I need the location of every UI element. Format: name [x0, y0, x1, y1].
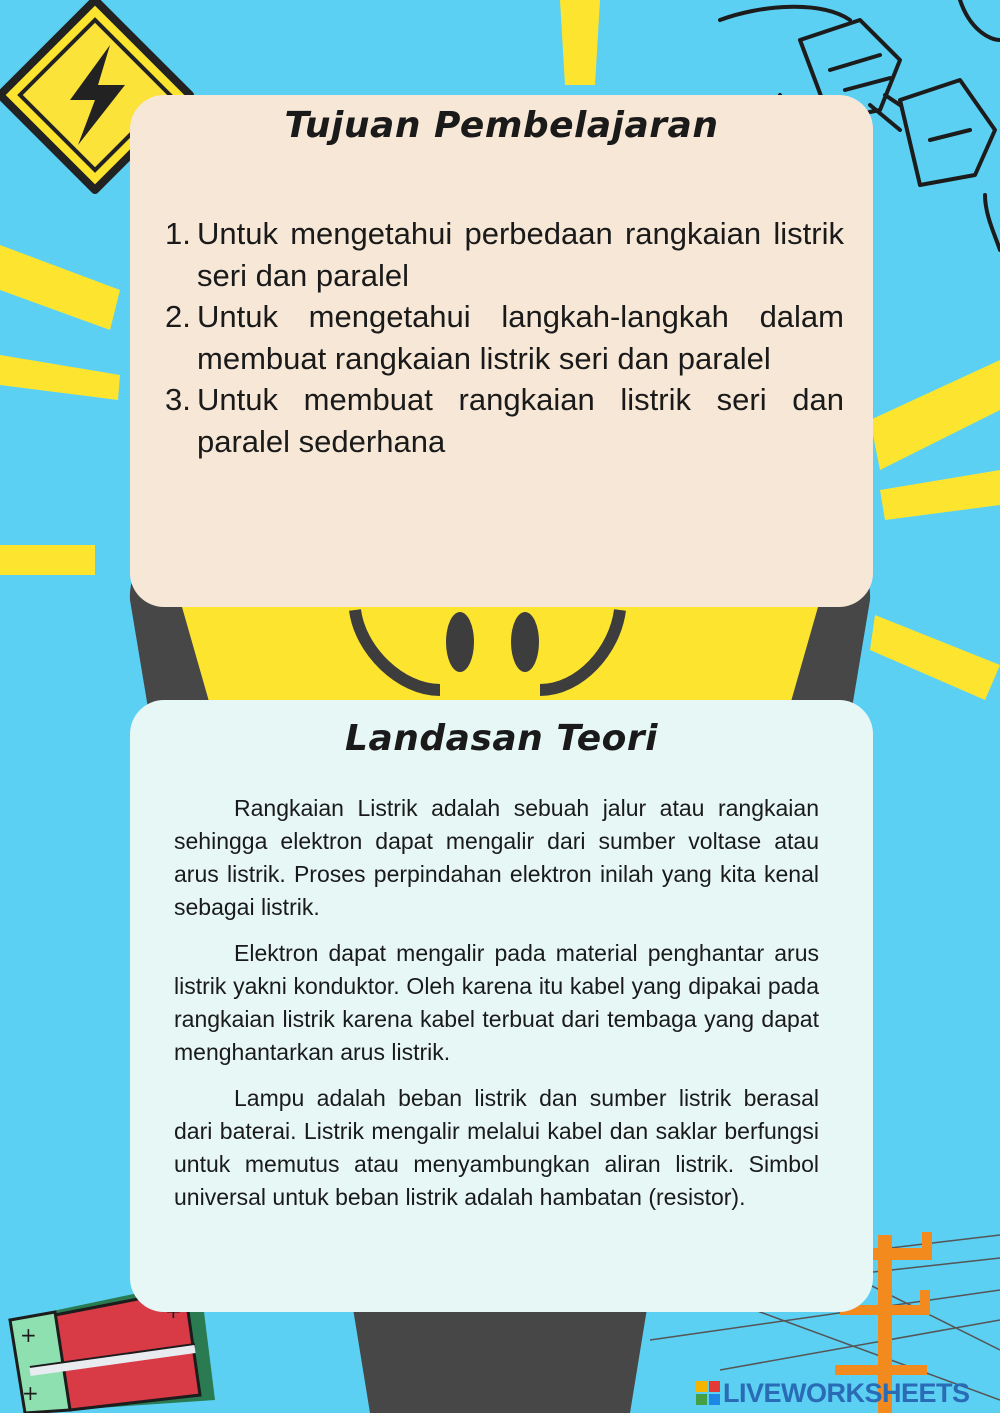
- theory-title: Landasan Teori: [345, 718, 658, 759]
- svg-text:+: +: [20, 1323, 37, 1347]
- objective-item: [165, 296, 844, 379]
- objective-number: 3.: [165, 382, 191, 417]
- svg-text:+: +: [22, 1381, 39, 1405]
- objective-text: Untuk mengetahui langkah-langkah dalam membuat rangkaian listrik seri dan paralel: [197, 299, 844, 376]
- liveworksheets-logo-icon: [696, 1381, 720, 1405]
- theory-paragraph: Lampu adalah beban listrik dan sumber listrik berasal dari baterai. Listrik mengalir melalui kabel dan saklar berfungsi untuk memutus atau menyambungkan aliran listrik. Simbol universal untuk beban listrik adalah hambatan (resistor).: [174, 1085, 819, 1210]
- objective-text: Untuk membuat rangkaian listrik seri dan paralel sederhana: [197, 382, 844, 459]
- objective-item: [165, 213, 844, 296]
- objective-item: [165, 379, 844, 462]
- learning-objectives-card: [130, 95, 873, 607]
- theory-card: [130, 700, 873, 1312]
- watermark-text: LIVEWORKSHEETS: [723, 1377, 970, 1408]
- objective-number: 1.: [165, 216, 191, 251]
- theory-paragraph: Elektron dapat mengalir pada material penghantar arus listrik yakni konduktor. Oleh karena itu kabel yang dipakai pada rangkaian listrik karena kabel terbuat dari tembaga yang dapat menghantarkan arus listrik.: [174, 940, 819, 1065]
- learning-objectives-list: [165, 213, 844, 462]
- objective-number: 2.: [165, 299, 191, 334]
- objective-text: Untuk mengetahui perbedaan rangkaian listrik seri dan paralel: [197, 216, 844, 293]
- theory-paragraph: Rangkaian Listrik adalah sebuah jalur atau rangkaian sehingga elektron dapat mengalir dari sumber voltase atau arus listrik. Proses perpindahan elektron inilah yang kita kenal sebagai listrik.: [174, 795, 819, 920]
- liveworksheets-watermark[interactable]: [696, 1378, 970, 1408]
- theory-body: [174, 792, 819, 1227]
- learning-objectives-title: Tujuan Pembelajaran: [284, 105, 719, 146]
